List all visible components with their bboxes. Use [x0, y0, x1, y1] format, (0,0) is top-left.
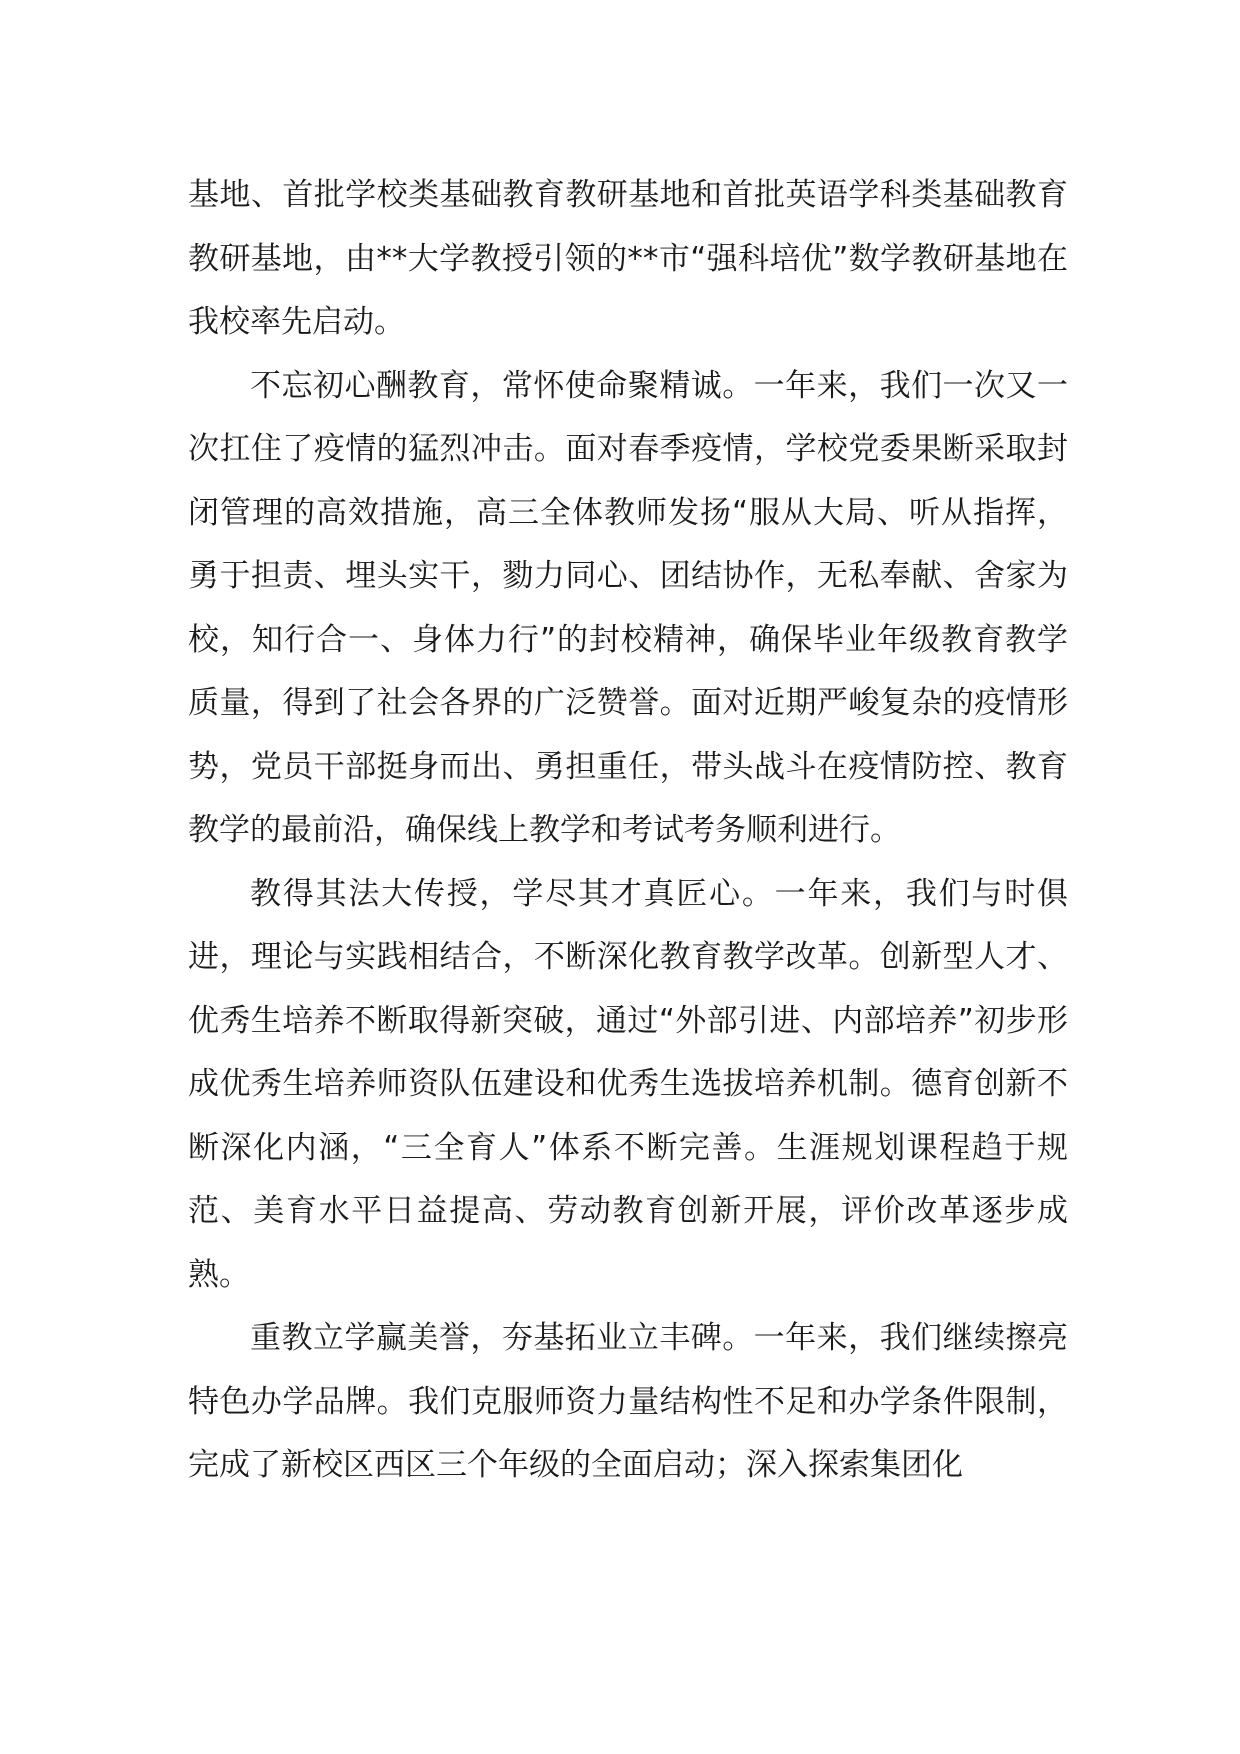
paragraph-teaching-reform: 教得其法大传授，学尽其才真匠心。一年来，我们与时俱进，理论与实践相结合，不断深化教育教学改革。创新型人才、优秀生培养不断取得新突破，通过“外部引进、内部培养”初步形成优秀生培养师资队伍建设和优秀生选拔培养机制。德育创新不断深化内涵，“三全育人”体系不断完善。生涯规划课程趋于规范、美育水平日益提高、劳动教育创新开展，评价改革逐步成熟。	[188, 875, 1068, 1293]
body-text	[188, 164, 1068, 1498]
paragraph-school-brand: 重教立学赢美誉，夯基拓业立丰碑。一年来，我们继续擦亮特色办学品牌。我们克服师资力量结构性不足和办学条件限制，完成了新校区西区三个年级的全面启动；深入探索集团化	[188, 1320, 1068, 1483]
paragraph-continued: 基地、首批学校类基础教育教研基地和首批英语学科类基础教育教研基地，由**大学教授引领的**市“强科培优”数学教研基地在我校率先启动。	[188, 177, 1068, 340]
paragraph-epidemic: 不忘初心酬教育，常怀使命聚精诚。一年来，我们一次又一次扛住了疫情的猛烈冲击。面对春季疫情，学校党委果断采取封闭管理的高效措施，高三全体教师发扬“服从大局、听从指挥，勇于担责、埋头实干，勠力同心、团结协作，无私奉献、舍家为校，知行合一、身体力行”的封校精神，确保毕业年级教育教学质量，得到了社会各界的广泛赞誉。面对近期严峻复杂的疫情形势，党员干部挺身而出、勇担重任，带头战斗在疫情防控、教育教学的最前沿，确保线上教学和考试考务顺利进行。	[188, 367, 1068, 848]
